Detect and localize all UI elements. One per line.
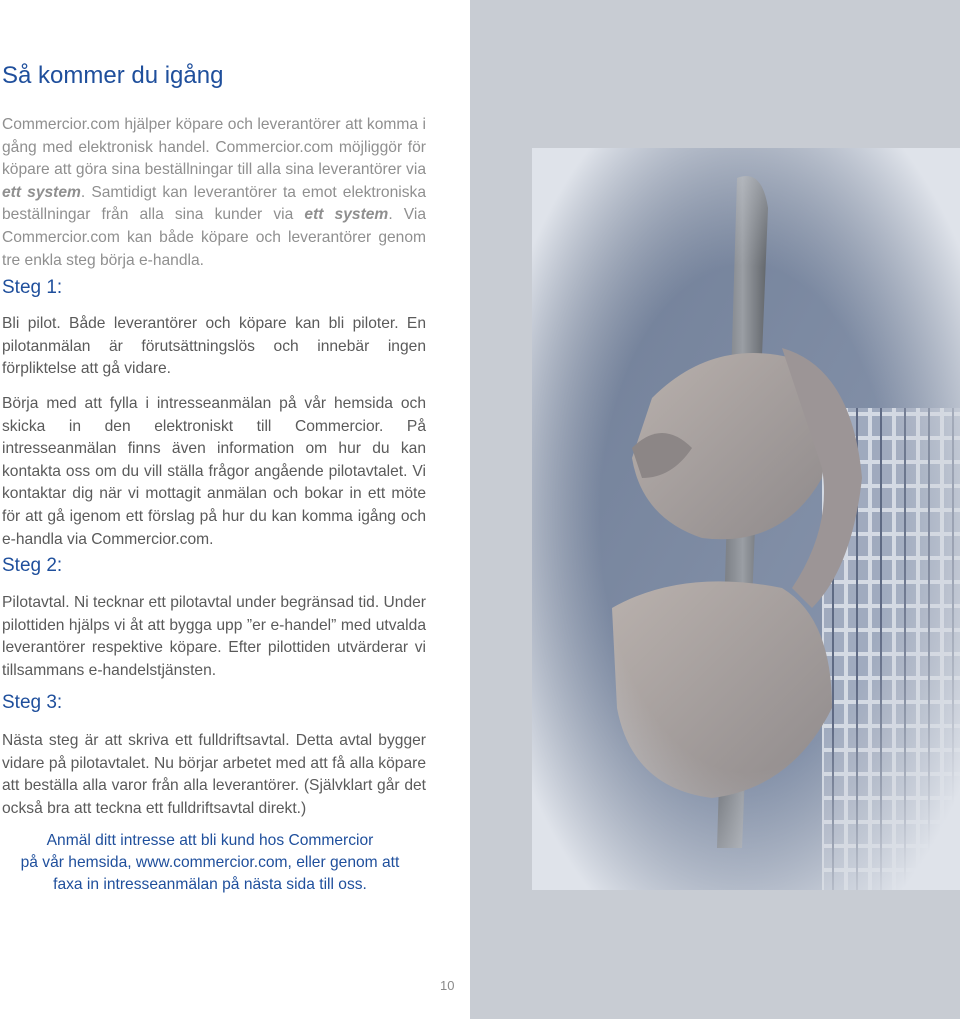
cta-line-1: Anmäl ditt intresse att bli kund hos Commercior: [46, 832, 374, 849]
intro-text-3: . Via Commercior.com kan både köpare och leverantörer genom tre enkla steg börja e-handla.: [2, 206, 427, 269]
cta-line-2: på vår hemsida, www.commercior.com, eller genom att: [20, 854, 400, 871]
step-2-heading: Steg 2:: [2, 555, 63, 576]
step-1-paragraph-2: Börja med att fylla i intresseanmälan på vår hemsida och skicka in den elektroniskt till Commercior. På intresseanmälan finns även information om hur du kan kontakta oss om du vill ställa frågor angående pilotavtalet. Vi kontaktar dig när vi mottagit anmälan och bokar in ett möte för att gå igenom ett förslag på hur du kan komma igång och e-handla via Commercior.com.: [2, 395, 426, 548]
step-3-paragraph: Nästa steg är att skriva ett fulldriftsavtal. Detta avtal bygger vidare på pilotavtalet. Nu börjar arbetet med att få alla köpare att beställa alla varor från alla leverantörer. (Självklart går det också bra att teckna ett fulldriftsavtal direkt.): [2, 732, 426, 817]
step-1-paragraph-1: Bli pilot. Både leverantörer och köpare kan bli piloter. En pilotanmälan är förutsättningslös och innebär ingen förpliktelse att gå vidare.: [2, 315, 426, 378]
page-title: Så kommer du igång: [2, 62, 224, 89]
call-to-action: [0, 830, 420, 896]
step-1-heading: Steg 1:: [2, 277, 63, 298]
page-number: 10: [440, 978, 455, 993]
intro-text-1: Commercior.com hjälper köpare och leverantörer att komma i gång med elektronisk handel. Commercior.com möjliggör för köpare att göra sina beställningar till alla sina leverantörer via: [2, 116, 426, 179]
step-3-heading: Steg 3:: [2, 692, 63, 713]
intro-emphasis-1: ett system: [2, 183, 81, 201]
intro-text-2: . Samtidigt kan leverantörer ta emot elektroniska beställningar från alla sina kunder via: [2, 183, 427, 224]
hands-gripping-stick-photo: [532, 148, 960, 890]
intro-emphasis-2: ett system: [304, 206, 389, 224]
step-2-paragraph: Pilotavtal. Ni tecknar ett pilotavtal under begränsad tid. Under pilottiden hjälps vi åt att bygga upp ”er e-handel” med utvalda leverantörer respektive köpare. Efter pilottiden utvärderar vi tillsammans e-handelstjänsten.: [2, 594, 426, 679]
photo-illustration: [532, 148, 960, 890]
cta-line-3: faxa in intresseanmälan på nästa sida till oss.: [53, 876, 367, 893]
intro-paragraph: [2, 114, 426, 272]
